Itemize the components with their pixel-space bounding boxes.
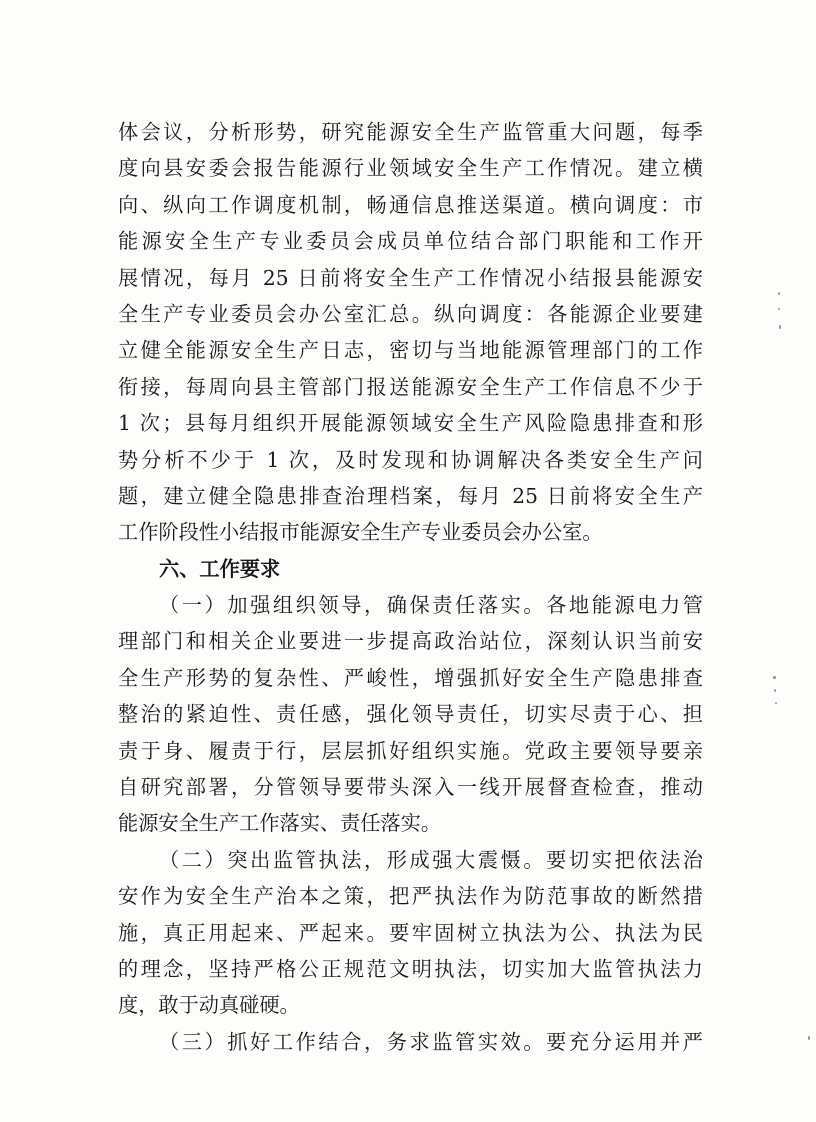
text-line: 自研究部署，分管领导要带头深入一线开展督查检查，推动	[118, 775, 703, 800]
text-line: 的理念，坚持严格公正规范文明执法，切实加大监管执法力	[118, 956, 703, 981]
scan-speck	[778, 292, 780, 295]
text-line: 能源安全生产工作落实、责任落实。	[118, 811, 442, 836]
scan-speck	[779, 325, 781, 329]
paragraph-first-line: （二）突出监管执法，形成强大震慑。要切实把依法治	[159, 847, 703, 872]
scan-speck	[775, 702, 777, 704]
text-line: 工作阶段性小结报市能源安全生产专业委员会办公室。	[118, 520, 603, 545]
text-line: 全生产专业委员会办公室汇总。纵向调度：各能源企业要建	[118, 301, 703, 326]
text-line: 能源安全生产专业委员会成员单位结合部门职能和工作开	[118, 229, 703, 254]
text-line: 度，敢于动真碰硬。	[118, 993, 300, 1018]
scan-speck	[773, 676, 776, 679]
text-line: 施，真正用起来、严起来。要牢固树立执法为公、执法为民	[118, 920, 703, 945]
text-line: 理部门和相关企业要进一步提高政治站位，深刻认识当前安	[118, 629, 703, 654]
text-line: 衔接，每周向县主管部门报送能源安全生产工作信息不少于	[118, 374, 703, 399]
text-line: 1 次；县每月组织开展能源领域安全生产风险隐患排查和形	[118, 411, 703, 436]
scan-speck	[778, 308, 780, 310]
text-line: 责于身、履责于行，层层抓好组织实施。党政主要领导要亲	[118, 738, 703, 763]
paragraph-first-line: （一）加强组织领导，确保责任落实。各地能源电力管	[159, 593, 703, 618]
scan-speck	[774, 689, 776, 692]
paragraph-first-line: （三）抓好工作结合，务求监管实效。要充分运用并严	[159, 1029, 703, 1054]
scan-speck	[808, 1036, 810, 1040]
text-line: 向、纵向工作调度机制，畅通信息推送渠道。横向调度：市	[118, 192, 703, 217]
text-line: 整治的紧迫性、责任感，强化领导责任，切实尽责于心、担	[118, 702, 703, 727]
text-line: 安作为安全生产治本之策，把严执法作为防范事故的断然措	[118, 884, 703, 909]
document-body	[118, 114, 703, 1060]
text-line: 展情况，每月 25 日前将安全生产工作情况小结报县能源安	[118, 265, 703, 290]
text-line: 全生产形势的复杂性、严峻性，增强抓好安全生产隐患排查	[118, 665, 703, 690]
text-line: 体会议，分析形势，研究能源安全生产监管重大问题，每季	[118, 120, 703, 144]
text-line: 立健全能源安全生产日志，密切与当地能源管理部门的工作	[118, 338, 703, 363]
text-line: 度向县安委会报告能源行业领域安全生产工作情况。建立横	[118, 156, 703, 181]
text-line: 题，建立健全隐患排查治理档案，每月 25 日前将安全生产	[118, 483, 703, 508]
text-line: 势分析不少于 1 次，及时发现和协调解决各类安全生产问	[118, 447, 703, 472]
section-heading: 六、工作要求	[159, 556, 281, 581]
